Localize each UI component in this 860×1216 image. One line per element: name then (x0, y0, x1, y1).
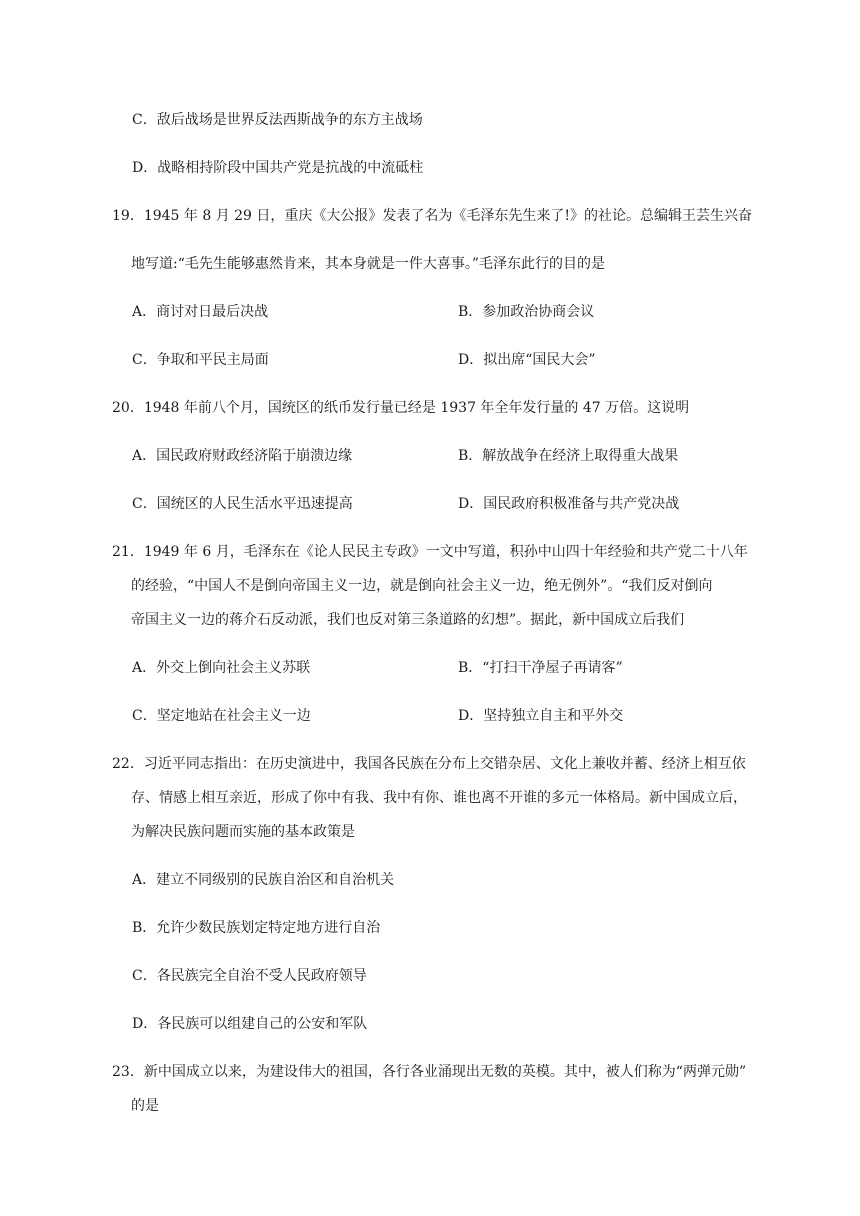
q22-stem-line-1: 22．习近平同志指出：在历史演进中，我国各民族在分布上交错杂居、文化上兼收并蓄、经济上相互依 (112, 756, 746, 772)
q21-option-c: C．坚定地站在社会主义一边 (132, 708, 311, 724)
q22-option-d: D．各民族可以组建自己的公安和军队 (132, 1016, 368, 1032)
q22-option-c: C．各民族完全自治不受人民政府领导 (132, 968, 367, 984)
q18-option-c: C．敌后战场是世界反法西斯战争的东方主战场 (132, 112, 423, 128)
q20-option-a: A．国民政府财政经济陷于崩溃边缘 (132, 448, 353, 464)
q21-option-a: A．外交上倒向社会主义苏联 (132, 660, 311, 676)
q21-stem-line-2: 的经验，“中国人不是倒向帝国主义一边，就是倒向社会主义一边，绝无例外”。“我们反对倒向 (131, 578, 713, 594)
q19-option-d: D．拟出席“国民大会” (458, 352, 596, 368)
q22-stem-line-2: 存、情感上相互亲近，形成了你中有我、我中有你、谁也离不开谁的多元一体格局。新中国成立后， (131, 790, 747, 806)
q19-option-a: A．商讨对日最后决战 (132, 304, 269, 320)
q21-option-b: B．“打扫干净屋子再请客” (458, 660, 623, 676)
q21-option-d: D．坚持独立自主和平外交 (458, 708, 624, 724)
q22-option-b: B．允许少数民族划定特定地方进行自治 (132, 920, 381, 936)
q20-option-d: D．国民政府积极准备与共产党决战 (458, 496, 680, 512)
q18-option-d: D．战略相持阶段中国共产党是抗战的中流砥柱 (132, 160, 424, 176)
q19-stem-line-1: 19．1945 年 8 月 29 日，重庆《大公报》发表了名为《毛泽东先生来了!》的社论。总编辑王芸生兴奋 (112, 208, 753, 224)
q22-option-a: A．建立不同级别的民族自治区和自治机关 (132, 872, 395, 888)
q23-stem-line-1: 23．新中国成立以来，为建设伟大的祖国，各行各业涌现出无数的英模。其中，被人们称为“两弹元勋” (112, 1064, 747, 1080)
q22-stem-line-3: 为解决民族问题而实施的基本政策是 (131, 824, 355, 840)
q23-stem-line-2: 的是 (131, 1098, 159, 1114)
q19-option-c: C．争取和平民主局面 (132, 352, 269, 368)
q20-option-b: B．解放战争在经济上取得重大战果 (458, 448, 679, 464)
q20-stem-line-1: 20．1948 年前八个月，国统区的纸币发行量已经是 1937 年全年发行量的 47 万倍。这说明 (112, 400, 690, 416)
q20-option-c: C．国统区的人民生活水平迅速提高 (132, 496, 353, 512)
q21-stem-line-1: 21．1949 年 6 月，毛泽东在《论人民民主专政》一文中写道，积孙中山四十年经验和共产党二十八年 (112, 544, 748, 560)
q19-stem-line-2: 地写道:“毛先生能够惠然肯来，其本身就是一件大喜事。”毛泽东此行的目的是 (131, 256, 606, 272)
q19-option-b: B．参加政治协商会议 (458, 304, 595, 320)
q21-stem-line-3: 帝国主义一边的蒋介石反动派，我们也反对第三条道路的幻想”。据此，新中国成立后我们 (131, 612, 685, 628)
